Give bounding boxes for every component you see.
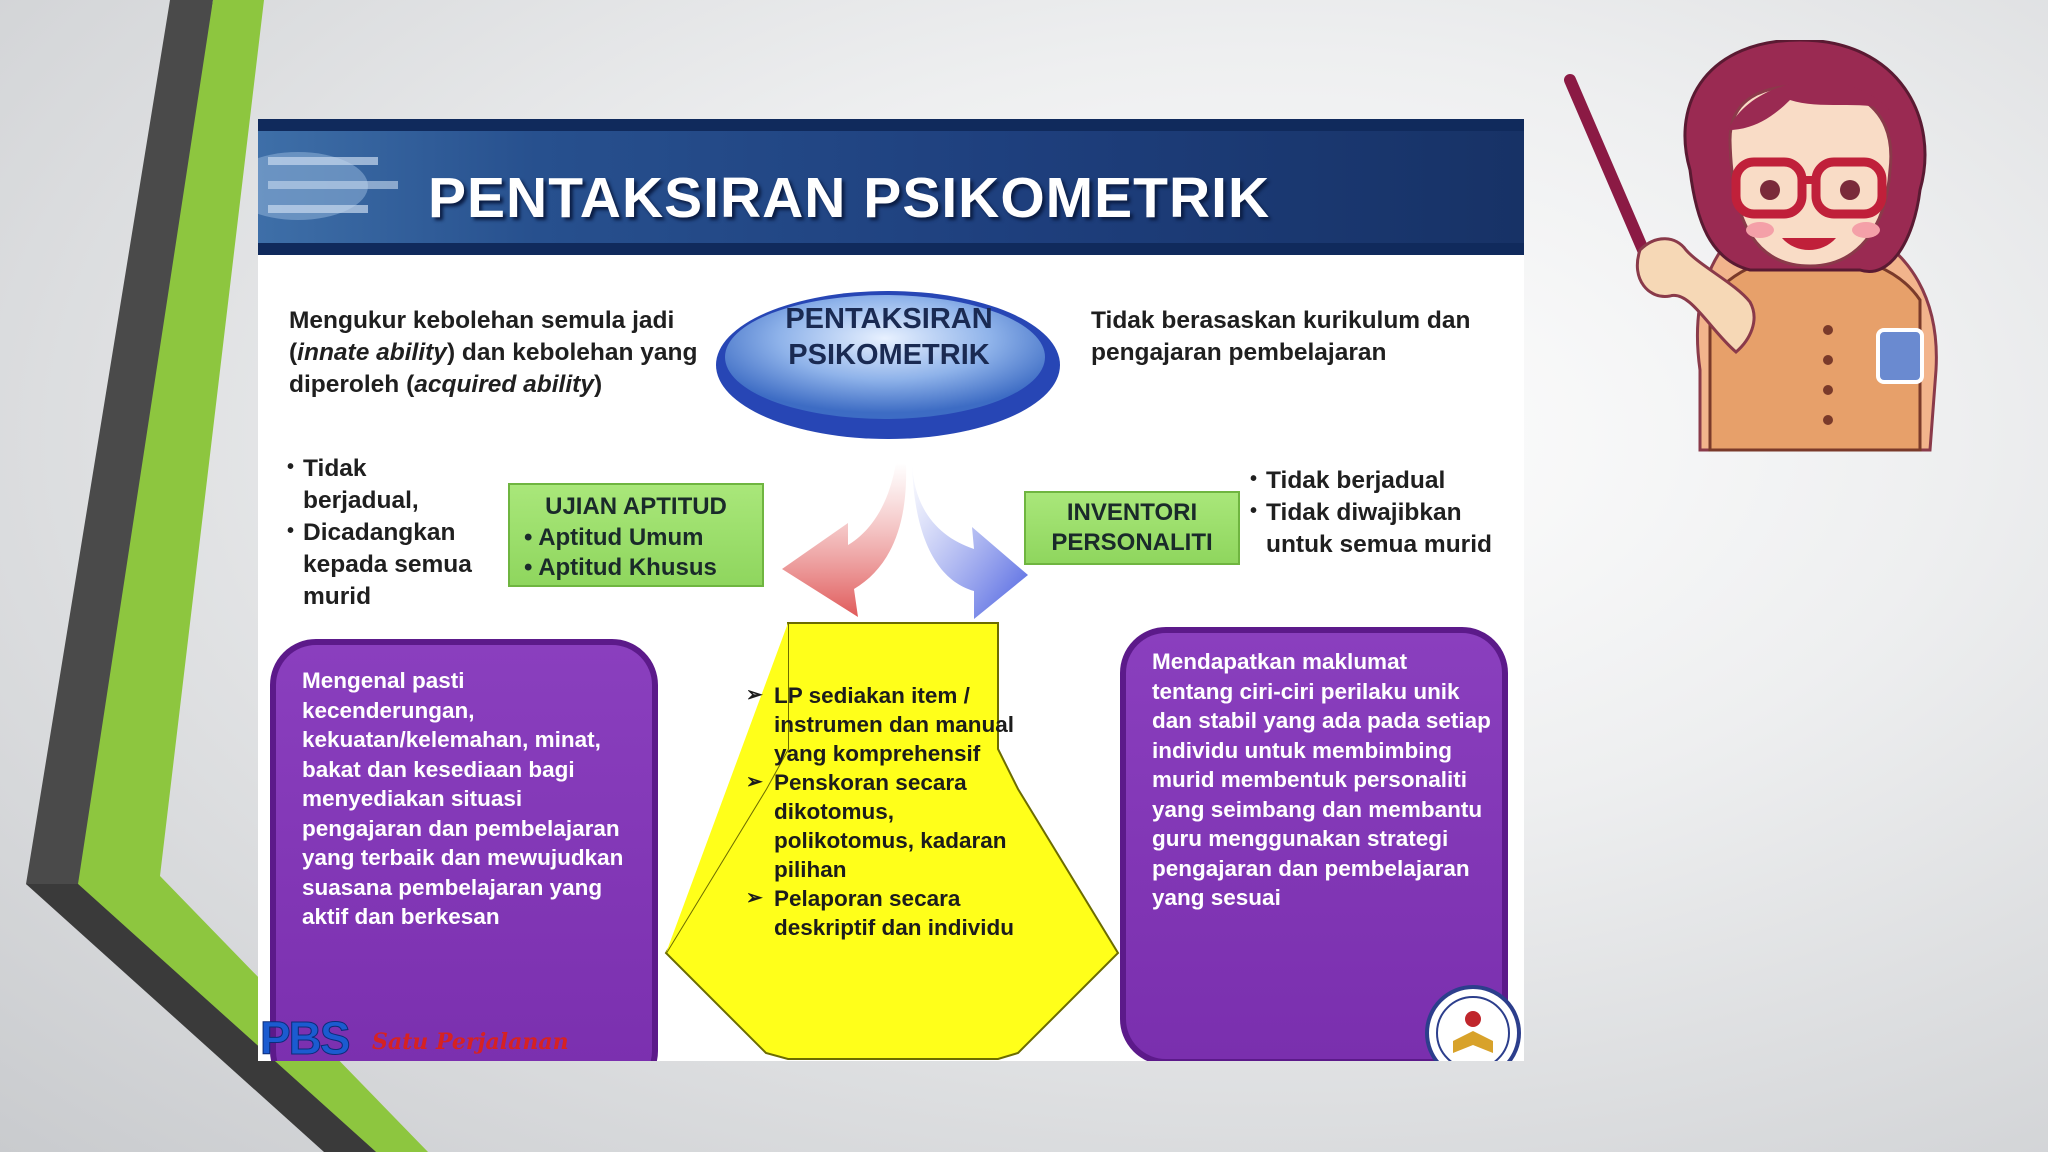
- left-bullet-item: • Tidak berjadual,: [287, 453, 487, 517]
- aptitude-test-box: [508, 483, 764, 587]
- arrow-left-icon: [782, 463, 906, 617]
- page-title: PENTAKSIRAN PSIKOMETRIK: [428, 166, 1271, 230]
- inventory-line-1: INVENTORI: [1066, 499, 1198, 526]
- left-description: [289, 305, 729, 401]
- left-bullet-list: [287, 453, 487, 613]
- right-bullet-item: • Tidak berjadual: [1250, 465, 1524, 497]
- personality-inventory-box: [1024, 491, 1240, 565]
- diagram-slide: [258, 119, 1524, 1061]
- ellipse-line-1: PENTAKSIRAN: [785, 303, 993, 335]
- pbs-tagline: Satu Perjalanan: [372, 1029, 569, 1055]
- hexagon-item: ➢ Penskoran secara dikotomus, polikotomus, kadaran pilihan: [746, 768, 1036, 884]
- ministry-crest-icon: [1423, 983, 1523, 1061]
- aptitude-purpose-text: Mengenal pasti kecenderungan, kekuatan/kelemahan, minat, bakat dan kesediaan bagi menyediakan situasi pengajaran dan pembelajaran yang terbaik dan mewujudkan suasana pembelajaran yang aktif dan berkesan: [302, 668, 624, 929]
- aptitude-title: UJIAN APTITUD: [545, 493, 727, 520]
- aptitude-list: [524, 523, 717, 583]
- personality-purpose-text: Mendapatkan maklumat tentang ciri-ciri perilaku unik dan stabil yang ada pada setiap individu untuk membimbing murid membentuk personaliti yang seimbang dan membantu guru menggunakan strategi pengajaran dan pembelajaran yang sesuai: [1152, 649, 1491, 910]
- aptitude-item: • Aptitud Khusus: [524, 553, 717, 583]
- arrow-right-icon: [912, 463, 1028, 619]
- aptitude-item: • Aptitud Umum: [524, 523, 717, 553]
- left-desc-part-1: Mengukur kebolehan semula jadi (: [289, 307, 675, 366]
- banner-decoration: [258, 131, 408, 243]
- left-desc-innate: innate ability: [297, 339, 447, 366]
- center-ellipse-label: [734, 301, 1044, 373]
- right-description: Tidak berasaskan kurikulum dan pengajaran pembelajaran: [1091, 307, 1471, 366]
- left-desc-part-2: ) dan kebolehan yang diperoleh (: [289, 339, 698, 398]
- hexagon-item: ➢ LP sediakan item / instrumen dan manual yang komprehensif: [746, 681, 1036, 768]
- left-desc-part-3: ): [593, 371, 603, 398]
- left-bullet-item: • Dicadangkan kepada semua murid: [287, 517, 487, 613]
- left-desc-acquired: acquired ability: [414, 371, 594, 398]
- right-bullet-list: [1250, 465, 1524, 561]
- hexagon-item: ➢ Pelaporan secara deskriptif dan individu: [746, 884, 1036, 942]
- pbs-logo: PBS: [260, 1012, 349, 1061]
- title-banner: [258, 119, 1524, 255]
- teacher-illustration: [1560, 40, 1980, 460]
- right-bullet-item: • Tidak diwajibkan untuk semua murid: [1250, 497, 1524, 561]
- hexagon-list: [746, 681, 1036, 942]
- inventory-line-2: PERSONALITI: [1051, 529, 1213, 556]
- ellipse-line-2: PSIKOMETRIK: [788, 339, 990, 371]
